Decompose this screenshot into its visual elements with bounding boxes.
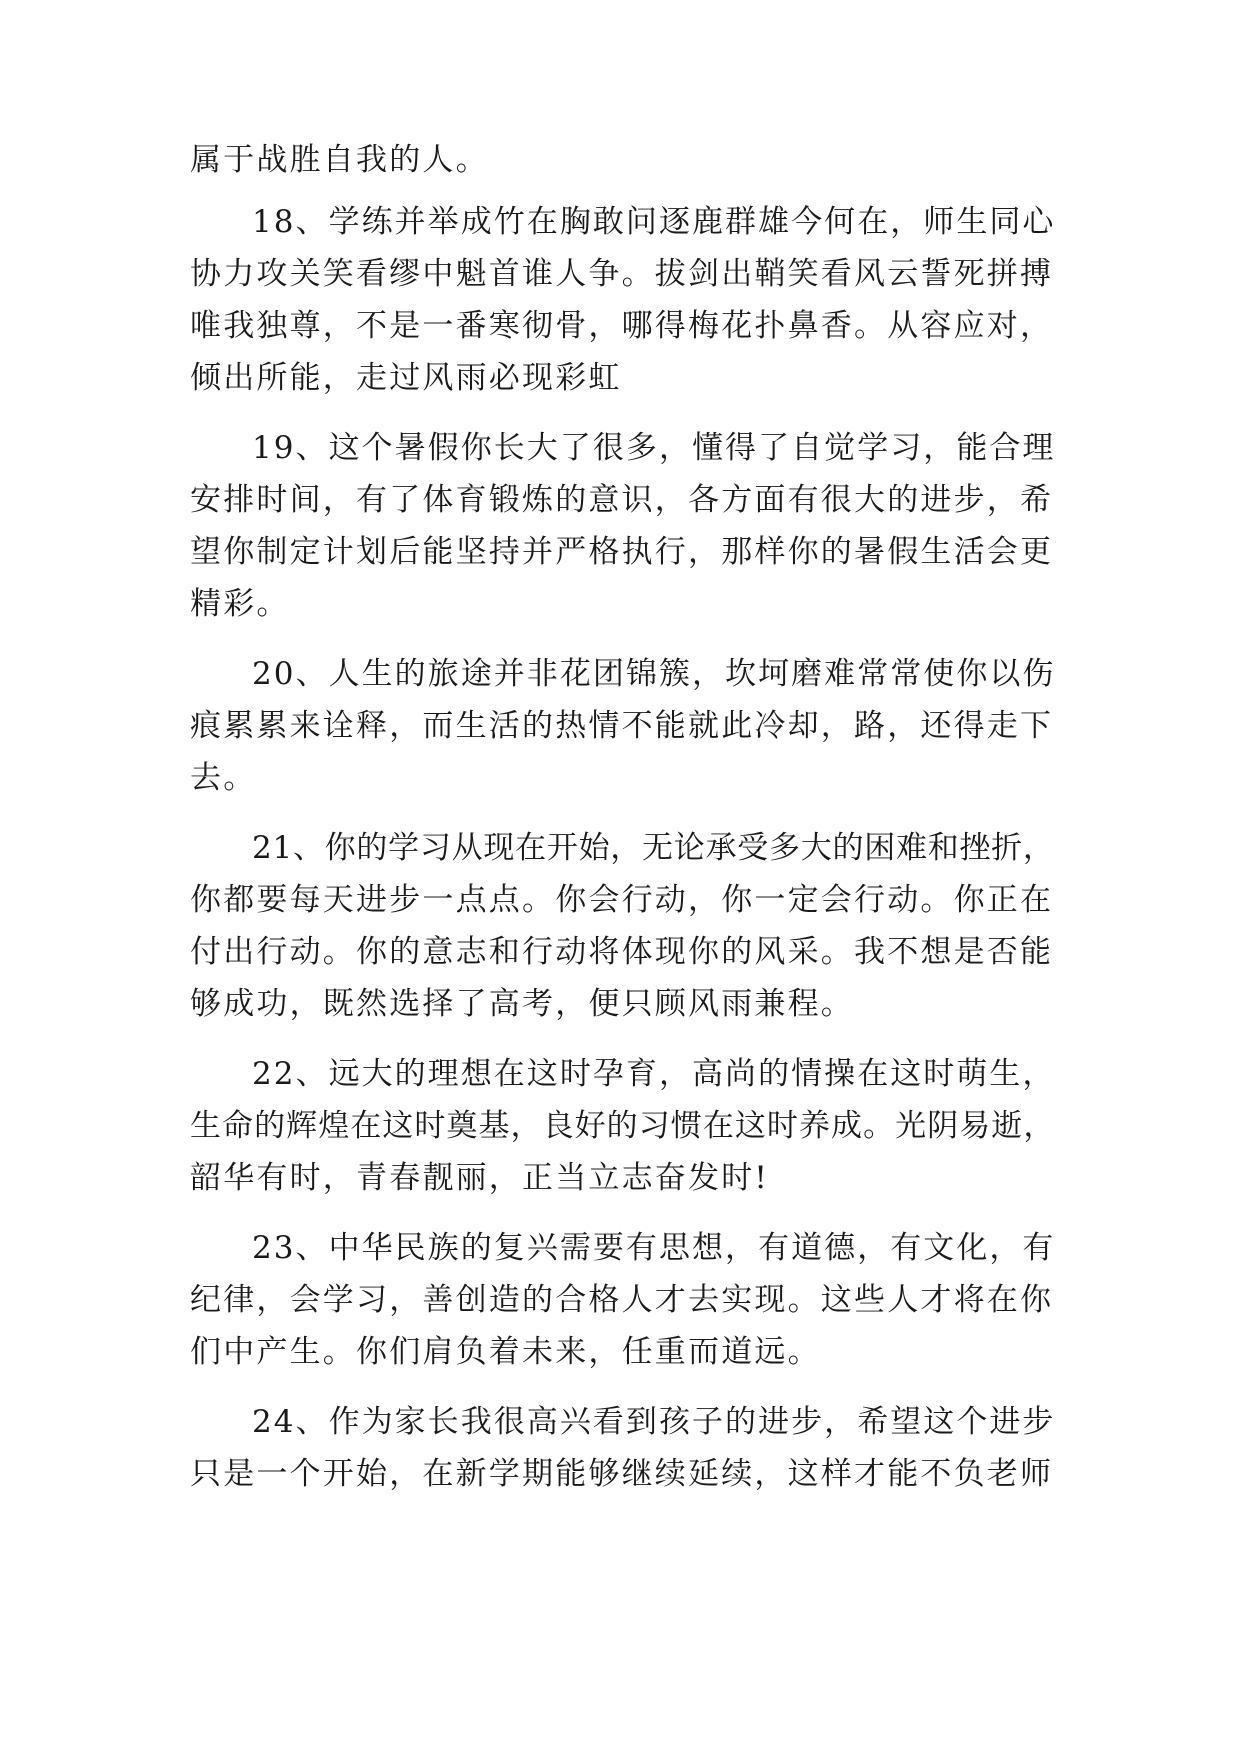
- text-line: 安排时间，有了体育锻炼的意识，各方面有很大的进步，希: [190, 482, 1054, 518]
- text-line: 20、人生的旅途并非花团锦簇，坎坷磨难常常使你以伤: [252, 656, 1056, 692]
- text-line: 痕累累来诠释，而生活的热情不能就此冷却，路，还得走下: [190, 708, 1054, 744]
- text-line: 生命的辉煌在这时奠基，良好的习惯在这时养成。光阴易逝，: [190, 1108, 1056, 1144]
- text-line: 你都要每天进步一点点。你会行动，你一定会行动。你正在: [190, 882, 1054, 918]
- text-line: 付出行动。你的意志和行动将体现你的风采。我不想是否能: [190, 934, 1054, 970]
- text-line: 属于战胜自我的人。: [190, 142, 489, 178]
- text-line: 协力攻关笑看缪中魁首谁人争。拔剑出鞘笑看风云誓死拼搏: [190, 256, 1054, 292]
- text-line: 23、中华民族的复兴需要有思想，有道德，有文化，有: [252, 1230, 1056, 1266]
- text-line: 倾出所能，走过风雨必现彩虹: [190, 360, 622, 396]
- text-line: 韶华有时，青春靓丽，正当立志奋发时!: [190, 1160, 770, 1196]
- text-line: 纪律，会学习，善创造的合格人才去实现。这些人才将在你: [190, 1282, 1054, 1318]
- text-line: 19、这个暑假你长大了很多，懂得了自觉学习，能合理: [252, 430, 1056, 466]
- text-line: 们中产生。你们肩负着未来，任重而道远。: [190, 1334, 821, 1370]
- text-line: 够成功，既然选择了高考，便只顾风雨兼程。: [190, 986, 854, 1022]
- text-line: 只是一个开始，在新学期能够继续延续，这样才能不负老师: [190, 1456, 1054, 1492]
- text-line: 去。: [190, 760, 257, 796]
- text-line: 唯我独尊，不是一番寒彻骨，哪得梅花扑鼻香。从容应对，: [190, 308, 1054, 344]
- text-line: 精彩。: [190, 586, 290, 622]
- text-line: 18、学练并举成竹在胸敢问逐鹿群雄今何在，师生同心: [252, 204, 1056, 240]
- text-line: 24、作为家长我很高兴看到孩子的进步，希望这个进步: [252, 1404, 1056, 1440]
- text-line: 22、远大的理想在这时孕育，高尚的情操在这时萌生，: [252, 1056, 1056, 1092]
- text-line: 望你制定计划后能坚持并严格执行，那样你的暑假生活会更: [190, 534, 1054, 570]
- text-line: 21、你的学习从现在开始，无论承受多大的困难和挫折，: [252, 830, 1055, 866]
